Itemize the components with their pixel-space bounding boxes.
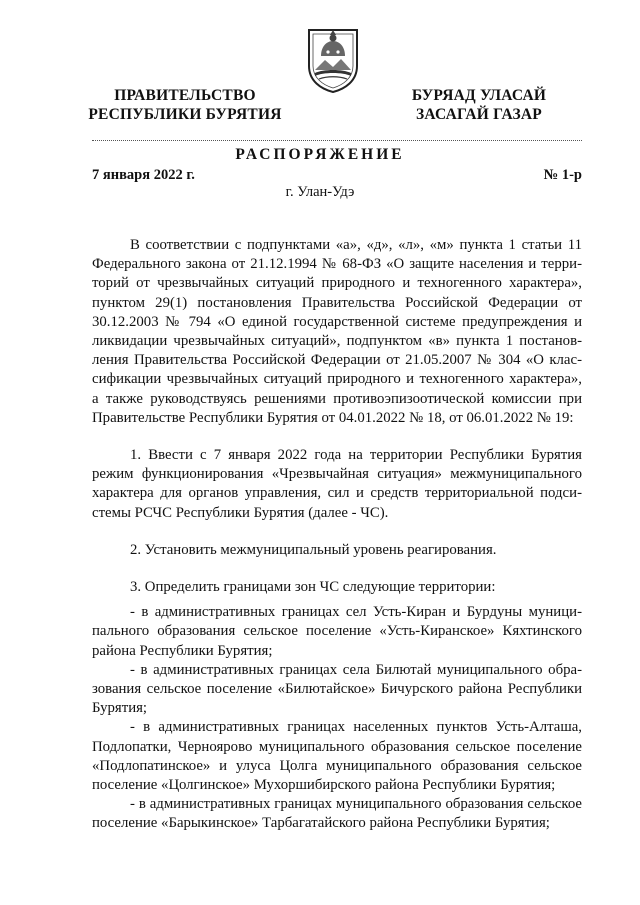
paragraph-item-3-a: - в административных границах сел Усть-Киран и Бурдуны муниципального образования сельское поселение «Усть-Киранское» Кяхтинского района Республики Бурятия; bbox=[92, 604, 582, 659]
header-right-line-1: БУРЯАД УЛАСАЙ bbox=[411, 87, 547, 104]
header-divider bbox=[92, 140, 582, 141]
document-date: 7 января 2022 г. bbox=[92, 167, 195, 183]
header-left-line-1: ПРАВИТЕЛЬСТВО bbox=[114, 87, 256, 104]
document-body bbox=[92, 236, 582, 834]
header-right-line-2: ЗАСАГАЙ ГАЗАР bbox=[416, 106, 542, 123]
paragraph-item-1: 1. Ввести с 7 января 2022 года на территории Республики Бурятия режим функционирования «Чрезвычайная ситуация» межмуниципального характера для органов управления, сил и средств территориальной подсистемы РСЧС Республики Бурятия (далее - ЧС). bbox=[92, 447, 582, 521]
header-left-line-2: РЕСПУБЛИКИ БУРЯТИЯ bbox=[88, 106, 282, 123]
document-city: г. Улан-Удэ bbox=[285, 184, 355, 200]
document-number: № 1-р bbox=[543, 167, 582, 183]
paragraph-item-3-b: - в административных границах села Билютай муниципального образования сельское поселение «Билютайское» Бичурского района Республики Бурятия; bbox=[92, 661, 582, 717]
paragraph-item-3: 3. Определить границами зон ЧС следующие территории: bbox=[130, 579, 496, 596]
paragraph-intro: В соответствии с подпунктами «а», «д», «л», «м» пункта 1 статьи 11 Федерального закона от 21.12.1994 № 68-ФЗ «О защите населения и территорий от чрезвычайных ситуаций природного и техногенного характера», пунктом 29(1) постановления Правительства Российской Федерации от 30.12.2003 № 794 «О единой государственной системе предупреждения и ликвидации чрезвычайных ситуаций», подпунктом «в» пункта 1 постановления Правительства Российской Федерации от 21.05.2007 № 304 «О классификации чрезвычайных ситуаций природного и техногенного характера», а также руководствуясь решениями противоэпизоотической комиссии при Правительстве Республики Бурятия от 04.01.2022 № 18, от 06.01.2022 № 19: bbox=[92, 237, 582, 426]
document-title: РАСПОРЯЖЕНИЕ bbox=[235, 146, 405, 163]
paragraph-item-3-d: - в административных границах муниципального образования сельское поселение «Барыкинское» Тарбагатайского района Республики Бурятия; bbox=[92, 796, 582, 832]
government-name-bua bbox=[385, 86, 573, 124]
government-name-ru bbox=[72, 86, 298, 124]
paragraph-item-2: 2. Установить межмуниципальный уровень реагирования. bbox=[130, 541, 497, 558]
coat-of-arms-icon bbox=[303, 26, 363, 94]
paragraph-item-3-c: - в административных границах населенных пунктов Усть-Алташа, Подлопатки, Черноярово муниципального образования сельское поселение «Подлопатинское» и улуса Цолга муниципального образования сельское поселение «Цолгинское» Мухоршибирского района Республики Бурятия; bbox=[92, 719, 582, 794]
